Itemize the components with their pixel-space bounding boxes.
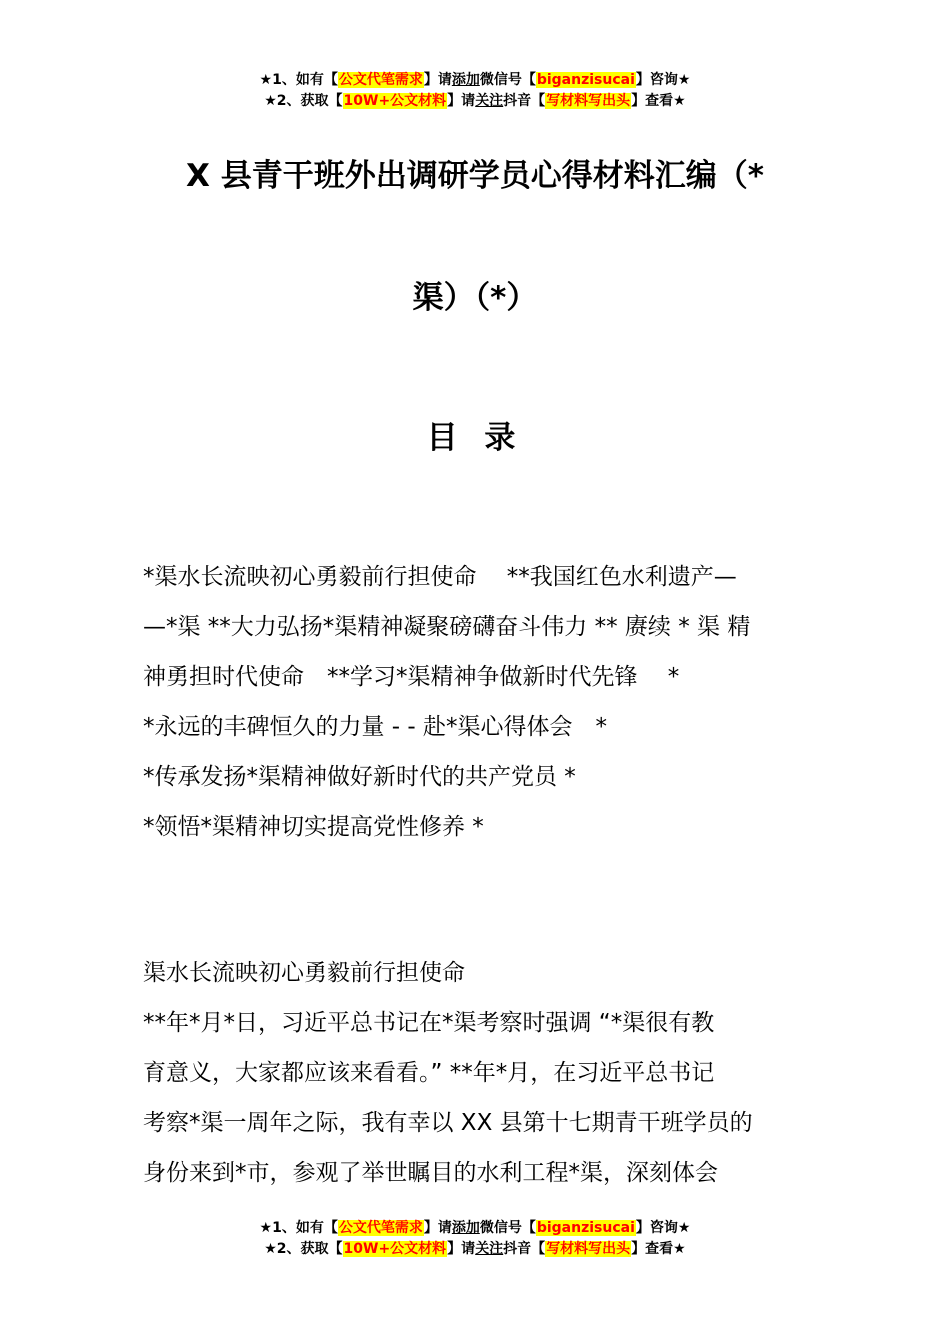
toc-line: 神勇担时代使命 **学习*渠精神争做新时代先锋 *: [143, 664, 680, 690]
body-line: 育意义，大家都应该来看看。” **年*月，在习近平总书记: [143, 1060, 715, 1086]
document-title-line-1: X 县青干班外出调研学员心得材料汇编（*: [186, 158, 764, 194]
banner-text: 】请: [423, 72, 452, 88]
banner-text: 】查看★: [631, 93, 686, 109]
banner-text: 抖音【: [503, 93, 546, 109]
toc-line: *领悟*渠精神切实提高党性修养 *: [143, 814, 484, 840]
banner-text: 】查看★: [631, 1241, 686, 1257]
banner-highlight-douyin: 写材料写出头: [546, 93, 631, 109]
banner-line-1: [0, 1218, 950, 1239]
banner-highlight: 10W+公文材料: [343, 1241, 447, 1257]
article-section: [143, 948, 807, 1198]
banner-line-1: [0, 70, 950, 91]
table-of-contents: [143, 552, 807, 852]
banner-text: 】咨询★: [635, 1220, 691, 1236]
body-line: 身份来到*市，参观了举世瞩目的水利工程*渠，深刻体会: [143, 1160, 718, 1186]
document-title-line-2: 渠）（*）: [412, 280, 538, 316]
toc-heading: 目 录: [426, 420, 524, 456]
banner-text: 】请: [447, 93, 476, 109]
banner-text: 】请: [447, 1241, 476, 1257]
toc-line: *渠水长流映初心勇毅前行担使命 **我国红色水利遗产—: [143, 564, 737, 590]
header-banner: [0, 70, 950, 112]
toc-line: —*渠 **大力弘扬*渠精神凝聚磅礴奋斗伟力 ** 赓续 * 渠 精: [143, 614, 751, 640]
banner-text: 】咨询★: [635, 72, 691, 88]
banner-highlight-douyin: 写材料写出头: [546, 1241, 631, 1257]
toc-line: *传承发扬*渠精神做好新时代的共产党员 *: [143, 764, 576, 790]
footer-banner: [0, 1218, 950, 1260]
toc-line: *永远的丰碑恒久的力量 - - 赴*渠心得体会 *: [143, 714, 608, 740]
banner-text: 】请: [423, 1220, 452, 1236]
banner-underline: 关注: [475, 93, 504, 109]
banner-text: 抖音【: [503, 1241, 546, 1257]
banner-highlight: 公文代笔需求: [338, 1220, 423, 1236]
banner-line-2: [0, 1239, 950, 1260]
banner-text: 微信号【: [479, 1220, 536, 1236]
banner-text: ★2、获取【: [264, 1241, 343, 1257]
banner-text: 微信号【: [479, 72, 536, 88]
banner-underline: 关注: [475, 1241, 504, 1257]
banner-line-2: [0, 91, 950, 112]
banner-text: ★2、获取【: [264, 93, 343, 109]
banner-underline: 添加: [451, 1220, 480, 1236]
banner-highlight: 公文代笔需求: [338, 72, 423, 88]
banner-underline: 添加: [451, 72, 480, 88]
banner-text: ★1、如有【: [259, 1220, 338, 1236]
body-line: **年*月*日，习近平总书记在*渠考察时强调 “*渠很有教: [143, 1010, 715, 1036]
section-heading: 渠水长流映初心勇毅前行担使命: [143, 960, 465, 986]
body-line: 考察*渠一周年之际，我有幸以 XX 县第十七期青干班学员的: [143, 1110, 753, 1136]
banner-highlight: 10W+公文材料: [343, 93, 447, 109]
banner-highlight-wechat: biganzisucai: [536, 1220, 635, 1236]
banner-text: ★1、如有【: [259, 72, 338, 88]
banner-highlight-wechat: biganzisucai: [536, 72, 635, 88]
